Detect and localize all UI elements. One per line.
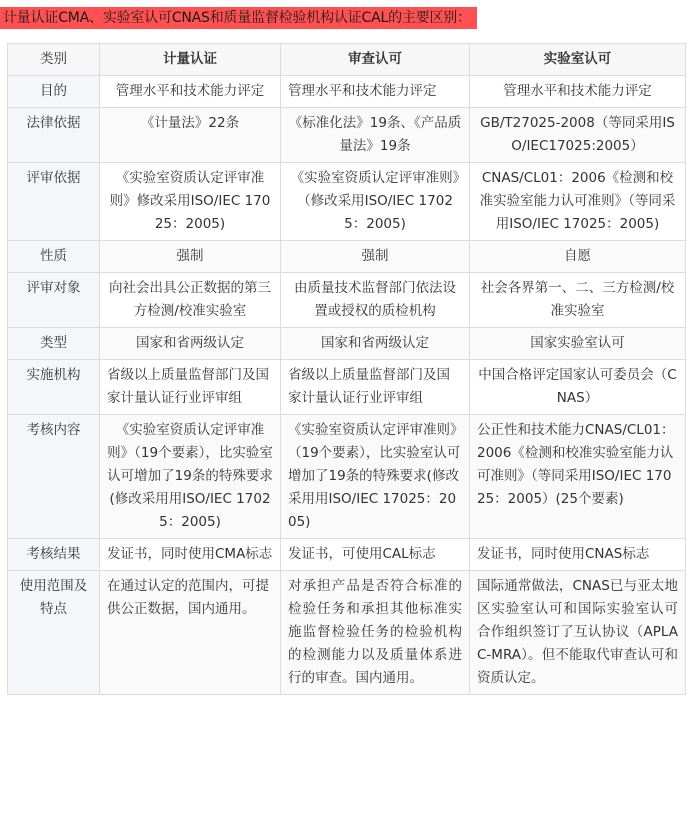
row-label: 目的 [8,76,100,108]
table-row [8,415,686,539]
cell-cma: 《实验室资质认定评审准则》（19个要素），比实验室认可增加了19条的特殊要求(修改采用用ISO/IEC 17025：2005) [100,415,281,539]
cell-cnas: 管理水平和技术能力评定 [470,76,686,108]
cell-cma: 《计量法》22条 [100,108,281,163]
cell-cnas: 中国合格评定国家认可委员会（CNAS） [470,360,686,415]
cell-cnas: 国际通常做法，CNAS已与亚太地区实验室认可和国际实验室认可合作组织签订了互认协议（APLAC-MRA）。但不能取代审查认可和资质认定。 [470,571,686,695]
table-row [8,328,686,360]
cell-cal: 管理水平和技术能力评定 [281,76,470,108]
row-label: 使用范围及特点 [8,571,100,695]
cell-cal: 发证书，可使用CAL标志 [281,539,470,571]
cell-cnas: 发证书，同时使用CNAS标志 [470,539,686,571]
title-bar [0,6,477,30]
row-label: 实施机构 [8,360,100,415]
table-row [8,108,686,163]
cell-cnas: 自愿 [470,241,686,273]
header-cal: 审查认可 [281,44,470,76]
table-row [8,571,686,695]
cell-cma: 省级以上质量监督部门及国家计量认证行业评审组 [100,360,281,415]
table-row [8,539,686,571]
row-label: 考核内容 [8,415,100,539]
cell-cma: 在通过认定的范围内，可提供公正数据，国内通用。 [100,571,281,695]
cell-cma: 发证书，同时使用CMA标志 [100,539,281,571]
cell-cal: 《标准化法》19条、《产品质量法》19条 [281,108,470,163]
cell-cal: 省级以上质量监督部门及国家计量认证行业评审组 [281,360,470,415]
page-title: 计量认证CMA、实验室认可CNAS和质量监督检验机构认证CAL的主要区别： [0,7,477,29]
cell-cal: 国家和省两级认定 [281,328,470,360]
header-cma: 计量认证 [100,44,281,76]
table-row [8,241,686,273]
cell-cma: 管理水平和技术能力评定 [100,76,281,108]
cell-cal: 对承担产品是否符合标准的检验任务和承担其他标准实施监督检验任务的检验机构的检测能力以及质量体系进行的审查。国内通用。 [281,571,470,695]
table-header-row [8,44,686,76]
cell-cnas: 社会各界第一、二、三方检测/校准实验室 [470,273,686,328]
cell-cal: 强制 [281,241,470,273]
cell-cma: 《实验室资质认定评审准则》修改采用ISO/IEC 17025：2005) [100,163,281,241]
cell-cal: 由质量技术监督部门依法设置或授权的质检机构 [281,273,470,328]
cell-cma: 向社会出具公正数据的第三方检测/校准实验室 [100,273,281,328]
row-label: 考核结果 [8,539,100,571]
cell-cma: 强制 [100,241,281,273]
table-row [8,273,686,328]
comparison-table [7,43,686,695]
cell-cnas: 公正性和技术能力CNAS/CL01：2006《检测和校准实验室能力认可准则》（等同采用ISO/IEC 17025：2005）(25个要素) [470,415,686,539]
header-category: 类别 [8,44,100,76]
row-label: 类型 [8,328,100,360]
table-row [8,360,686,415]
table-row [8,76,686,108]
header-cnas: 实验室认可 [470,44,686,76]
cell-cnas: CNAS/CL01：2006《检测和校准实验室能力认可准则》（等同采用ISO/IEC 17025：2005) [470,163,686,241]
cell-cnas: 国家实验室认可 [470,328,686,360]
cell-cal: 《实验室资质认定评审准则》（19个要素），比实验室认可增加了19条的特殊要求(修改采用用ISO/IEC 17025：2005) [281,415,470,539]
row-label: 法律依据 [8,108,100,163]
cell-cnas: GB/T27025-2008（等同采用ISO/IEC17025:2005） [470,108,686,163]
row-label: 评审对象 [8,273,100,328]
table-row [8,163,686,241]
row-label: 评审依据 [8,163,100,241]
cell-cma: 国家和省两级认定 [100,328,281,360]
cell-cal: 《实验室资质认定评审准则》（修改采用ISO/IEC 17025：2005) [281,163,470,241]
row-label: 性质 [8,241,100,273]
